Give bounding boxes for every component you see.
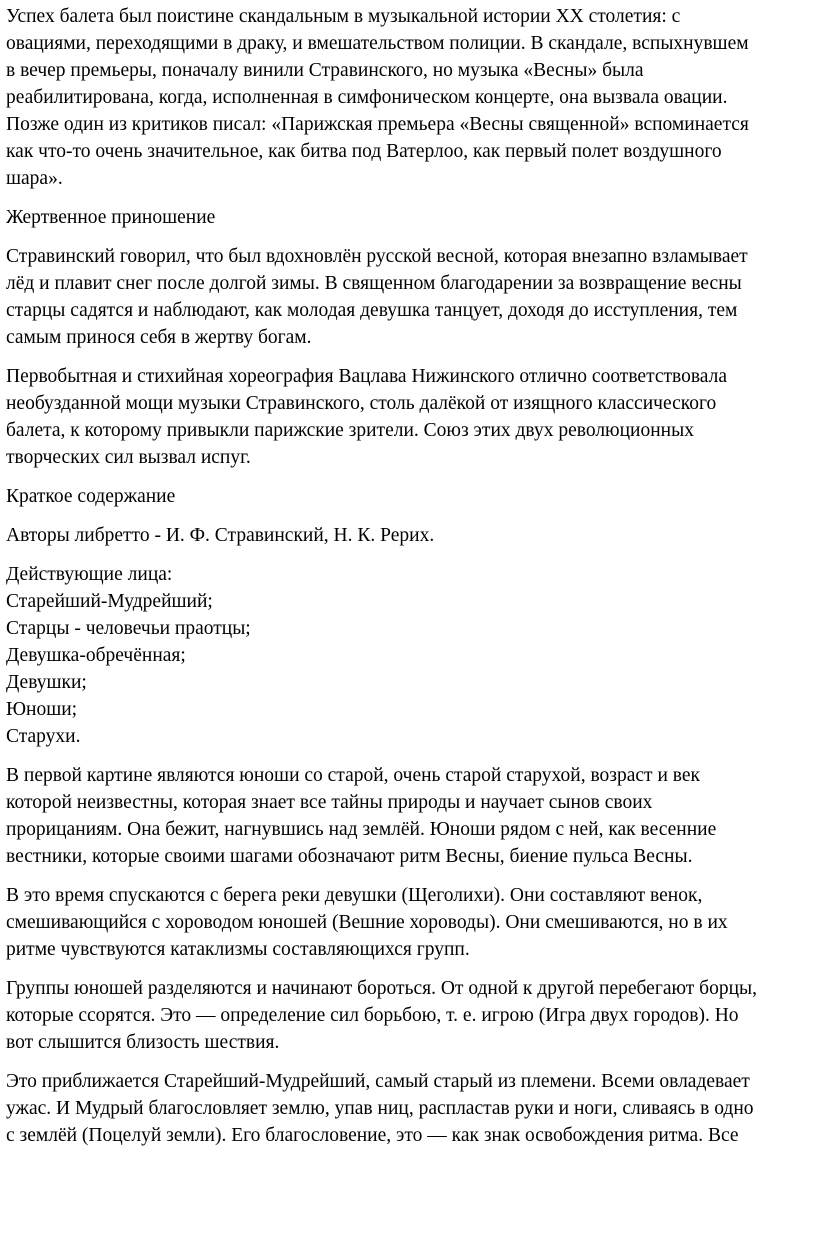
section-heading-sacrifice (6, 204, 810, 231)
text-line: смешивающийся с хороводом юношей (Вешние хороводы). Они смешиваются, но в их (6, 912, 728, 933)
paragraph-first-scene (6, 762, 810, 870)
text-line: Это приближается Старейший-Мудрейший, самый старый из племени. Всеми овладевает (6, 1071, 750, 1092)
text-line: Успех балета был поистине скандальным в музыкальной истории XX столетия: с (6, 6, 681, 27)
character-item: Старухи. (6, 726, 81, 747)
text-line: которой неизвестны, которая знает все тайны природы и научает сынов своих (6, 792, 653, 813)
text-line: реабилитирована, когда, исполненная в симфоническом концерте, она вызвала овации. (6, 87, 728, 108)
text-line: вот слышится близость шествия. (6, 1032, 280, 1053)
character-item: Старцы - человечьи праотцы; (6, 618, 251, 639)
paragraph-maidens (6, 882, 810, 963)
text-line: прорицаниям. Она бежит, нагнувшись над землёй. Юноши рядом с ней, как весенние (6, 819, 717, 840)
text-line: самым принося себя в жертву богам. (6, 327, 312, 348)
character-item: Девушки; (6, 672, 87, 693)
text-line: ритме чувствуются катаклизмы составляющихся групп. (6, 939, 470, 960)
text-line: балета, к которому привыкли парижские зрители. Союз этих двух революционных (6, 420, 694, 441)
paragraph-premiere-scandal (6, 3, 810, 192)
text-line: которые ссорятся. Это — определение сил борьбою, т. е. игрою (Игра двух городов). Но (6, 1005, 739, 1026)
text-line: Первобытная и стихийная хореография Вацлава Нижинского отлично соответствовала (6, 366, 728, 387)
text-line: В это время спускаются с берега реки девушки (Щеголихи). Они составляют венок, (6, 885, 703, 906)
paragraph-eldest-sage (6, 1068, 810, 1149)
text-line: как что-то очень значительное, как битва под Ватерлоо, как первый полет воздушного (6, 141, 722, 162)
section-heading-summary (6, 483, 810, 510)
text-line: в вечер премьеры, поначалу винили Стравинского, но музыка «Весны» была (6, 60, 644, 81)
paragraph-stravinsky-inspiration (6, 243, 810, 351)
heading-text: Жертвенное приношение (6, 207, 216, 228)
text-line: шара». (6, 168, 63, 189)
paragraph-nijinsky-choreography (6, 363, 810, 471)
heading-text: Краткое содержание (6, 486, 176, 507)
text-line: необузданной мощи музыки Стравинского, столь далёкой от изящного классического (6, 393, 717, 414)
text-line: старцы садятся и наблюдают, как молодая девушка танцует, доходя до исступления, тем (6, 300, 738, 321)
text-line: овациями, переходящими в драку, и вмешательством полиции. В скандале, вспыхнувшем (6, 33, 749, 54)
text-line: Стравинский говорил, что был вдохновлён русской весной, которая внезапно взламывает (6, 246, 748, 267)
text-line: Позже один из критиков писал: «Парижская премьера «Весны священной» вспоминается (6, 114, 749, 135)
character-item: Девушка-обречённая; (6, 645, 186, 666)
paragraph-libretto-authors (6, 522, 810, 549)
paragraph-youths-fight (6, 975, 810, 1056)
text-line: с землёй (Поцелуй земли). Его благословение, это — как знак освобождения ритма. Все (6, 1125, 739, 1146)
character-item: Старейший-Мудрейший; (6, 591, 213, 612)
text-line: ужас. И Мудрый благословляет землю, упав ниц, распластав руки и ноги, сливаясь в одно (6, 1098, 754, 1119)
text-line: В первой картине являются юноши со старой, очень старой старухой, возраст и век (6, 765, 700, 786)
text-line: лёд и плавит снег после долгой зимы. В священном благодарении за возвращение весны (6, 273, 742, 294)
character-item: Юноши; (6, 699, 78, 720)
text-line: Действующие лица: (6, 564, 173, 585)
text-line: творческих сил вызвал испуг. (6, 447, 251, 468)
text-line: Группы юношей разделяются и начинают бороться. От одной к другой перебегают борцы, (6, 978, 758, 999)
text-line: Авторы либретто - И. Ф. Стравинский, Н. К. Рерих. (6, 525, 435, 546)
text-line: вестники, которые своими шагами обозначают ритм Весны, биение пульса Весны. (6, 846, 693, 867)
paragraph-characters (6, 561, 810, 750)
